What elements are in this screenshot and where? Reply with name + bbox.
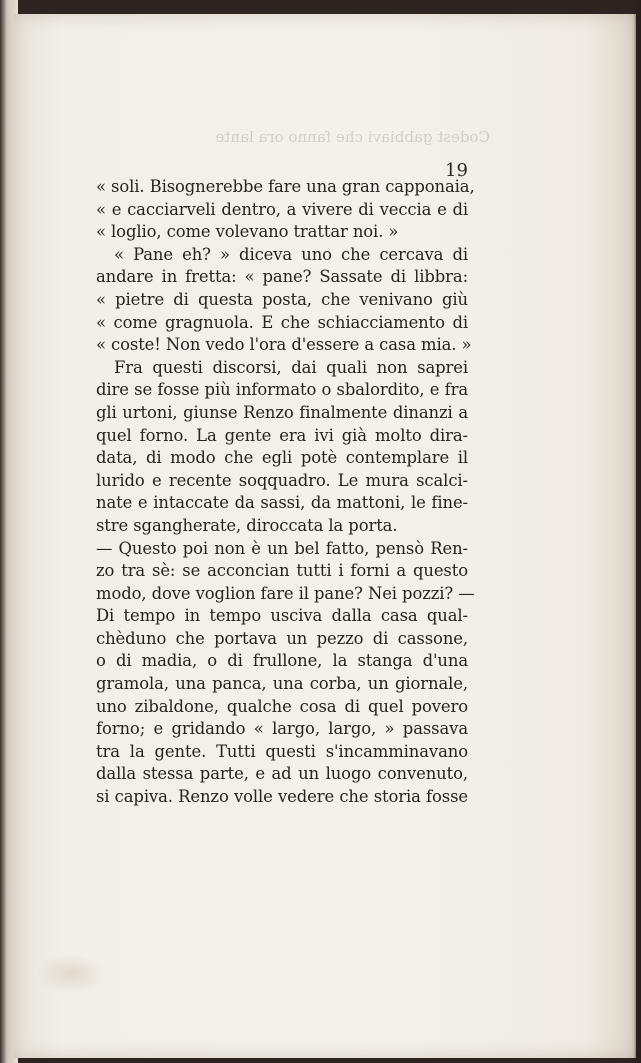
text-line: « come gragnuola. E che schiacciamento di: [96, 312, 468, 332]
text-line: si capiva. Renzo volle vedere che storia fosse: [96, 787, 468, 807]
paper-stain: [36, 954, 106, 994]
text-line: Di tempo in tempo usciva dalla casa qual-: [96, 606, 468, 626]
text-line: « coste! Non vedo l'ora d'essere a casa mia. »: [96, 335, 472, 355]
text-line: forno; e gridando « largo, largo, » passava: [96, 719, 468, 739]
text-line: « soli. Bisognerebbe fare una gran capponaia,: [96, 177, 475, 196]
text-line: — Questo poi non è un bel fatto, pensò Ren-: [96, 538, 468, 558]
text-line: lurido e recente soqquadro. Le mura scalci-: [96, 470, 468, 490]
bleed-through-text: Codest gabbiavi che fanno ora lante: [215, 128, 490, 146]
text-line: « e cacciarveli dentro, a vivere di veccia e di: [96, 199, 468, 219]
page-number: 19: [445, 160, 468, 181]
text-line: « loglio, come volevano trattar noi. »: [96, 222, 399, 242]
text-line: Fra questi discorsi, dai quali non saprei: [114, 357, 468, 377]
text-line: modo, dove voglion fare il pane? Nei pozzi? —: [96, 583, 475, 603]
text-line: chèduno che portava un pezzo di cassone,: [96, 628, 468, 648]
text-line: gramola, una panca, una corba, un giornale,: [96, 674, 468, 694]
text-line: « Pane eh? » diceva uno che cercava di: [114, 244, 468, 264]
text-line: o di madia, o di frullone, la stanga d'una: [96, 651, 468, 671]
text-line: stre sgangherate, diroccata la porta.: [96, 515, 398, 535]
body-text: [96, 176, 475, 809]
text-line: zo tra sè: se acconcian tutti i forni a questo: [96, 561, 468, 581]
text-line: uno zibaldone, qualche cosa di quel povero: [96, 696, 468, 716]
page-edge-shadow: [633, 0, 641, 1063]
text-line: nate e intaccate da sassi, da mattoni, le fine-: [96, 493, 468, 513]
text-line: quel forno. La gente era ivi già molto dira-: [96, 425, 468, 445]
text-line: data, di modo che egli potè contemplare il: [96, 448, 468, 468]
text-line: andare in fretta: « pane? Sassate di libbra:: [96, 267, 468, 287]
text-line: dire se fosse più informato o sbalordito, e fra: [96, 380, 468, 400]
text-line: « pietre di questa posta, che venivano giù: [96, 289, 468, 309]
text-line: tra la gente. Tutti questi s'incamminavano: [96, 741, 468, 761]
text-line: dalla stessa parte, e ad un luogo convenuto,: [96, 764, 468, 784]
text-line: gli urtoni, giunse Renzo finalmente dinanzi a: [96, 402, 468, 422]
